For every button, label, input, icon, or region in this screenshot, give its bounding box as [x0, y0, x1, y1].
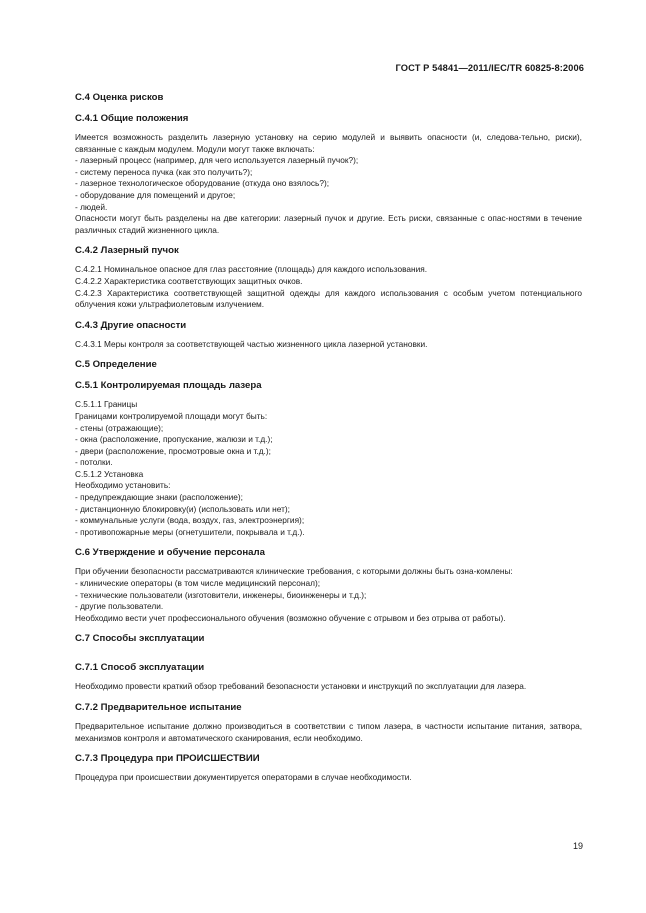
paragraph: C.4.2.1 Номинальное опасное для глаз расстояние (площадь) для каждого использования.	[75, 264, 428, 275]
paragraph: Необходимо провести краткий обзор требований безопасности установки и инструкций по эксплуатации для лазера.	[75, 681, 527, 692]
heading-c6: C.6 Утверждение и обучение персонала	[75, 547, 265, 559]
list-item: - лазерный процесс (например, для чего используется лазерный пучок?);	[75, 155, 359, 166]
heading-c4-3: C.4.3 Другие опасности	[75, 319, 187, 331]
list-item: - дистанционную блокировку(и) (использовать или нет);	[75, 503, 290, 514]
list-item: - систему переноса пучка (как это получить?);	[75, 166, 253, 177]
list-item: - клинические операторы (в том числе медицинский персонал);	[75, 578, 321, 589]
paragraph: Необходимо вести учет профессионального обучения (возможно обучение с отрывом и без отрыва от работы).	[75, 612, 506, 623]
list-item: - двери (расположение, просмотровые окна и т.д.);	[75, 445, 271, 456]
heading-c7-1: C.7.1 Способ эксплуатации	[75, 662, 205, 674]
paragraph: Опасности могут быть разделены на две категории: лазерный пучок и другие. Есть риски, связанные с опас-ностями в течение различных стадий жизненного цикла.	[75, 213, 582, 235]
paragraph: Имеется возможность разделить лазерную установку на серию модулей и выявить опасности (и, следова-тельно, риски), связанные с каждым модулем. Модули могут также включать:	[75, 132, 582, 154]
paragraph: Необходимо установить:	[75, 480, 171, 491]
list-item: - противопожарные меры (огнетушители, покрывала и т.д.).	[75, 526, 305, 537]
list-item: - технические пользователи (изготовители, инженеры, биоинженеры и т.д.);	[75, 589, 367, 600]
heading-c7-3: C.7.3 Процедура при ПРОИСШЕСТВИИ	[75, 753, 260, 765]
paragraph: Предварительное испытание должно производиться в соответствии с типом лазера, в частности испытание питания, затвора, механизмов контроля и автоматического сканирования, если необходимо.	[75, 721, 582, 743]
list-item: - другие пользователи.	[75, 601, 164, 612]
paragraph: C.4.3.1 Меры контроля за соответствующей частью жизненного цикла лазерной установки.	[75, 338, 428, 349]
heading-c4: C.4 Оценка рисков	[75, 92, 164, 103]
list-item: - стены (отражающие);	[75, 422, 164, 433]
paragraph: C.5.1.2 Установка	[75, 468, 144, 479]
page-number: 19	[572, 841, 583, 851]
paragraph: При обучении безопасности рассматриваются клинические требования, с которыми должны быть озна-комлены:	[75, 566, 513, 577]
heading-c4-1: C.4.1 Общие положения	[75, 113, 189, 124]
list-item: - людей.	[75, 201, 108, 212]
list-item: - предупреждающие знаки (расположение);	[75, 492, 243, 503]
paragraph: C.4.2.3 Характеристика соответствующей защитной одежды для каждого использования с особым учетом потенциального облучения кожи ультрафиолетовым излучением.	[75, 287, 582, 310]
heading-c5: C.5 Определение	[75, 359, 157, 371]
heading-c7-2: C.7.2 Предварительное испытание	[75, 702, 242, 713]
heading-c5-1: C.5.1 Контролируемая площадь лазера	[75, 380, 262, 392]
paragraph: Границами контролируемой площади могут быть:	[75, 410, 268, 421]
list-item: - коммунальные услуги (вода, воздух, газ, электроэнергия);	[75, 515, 305, 526]
paragraph: Процедура при происшествии документируется операторами в случае необходимости.	[75, 772, 412, 783]
heading-c7: C.7 Способы эксплуатации	[75, 633, 205, 645]
paragraph: C.4.2.2 Характеристика соответствующих защитных очков.	[75, 275, 303, 286]
list-item: - лазерное технологическое оборудование (откуда оно взялось?);	[75, 178, 330, 189]
standard-header: ГОСТ Р 54841—2011/IEC/TR 60825-8:2006	[395, 63, 584, 73]
heading-c4-2: C.4.2 Лазерный пучок	[75, 245, 179, 257]
body-text	[75, 92, 582, 784]
paragraph: C.5.1.1 Границы	[75, 399, 138, 410]
list-item: - окна (расположение, пропускание, жалюзи и т.д.);	[75, 434, 273, 445]
list-item: - оборудование для помещений и другое;	[75, 189, 236, 200]
list-item: - потолки.	[75, 457, 113, 468]
